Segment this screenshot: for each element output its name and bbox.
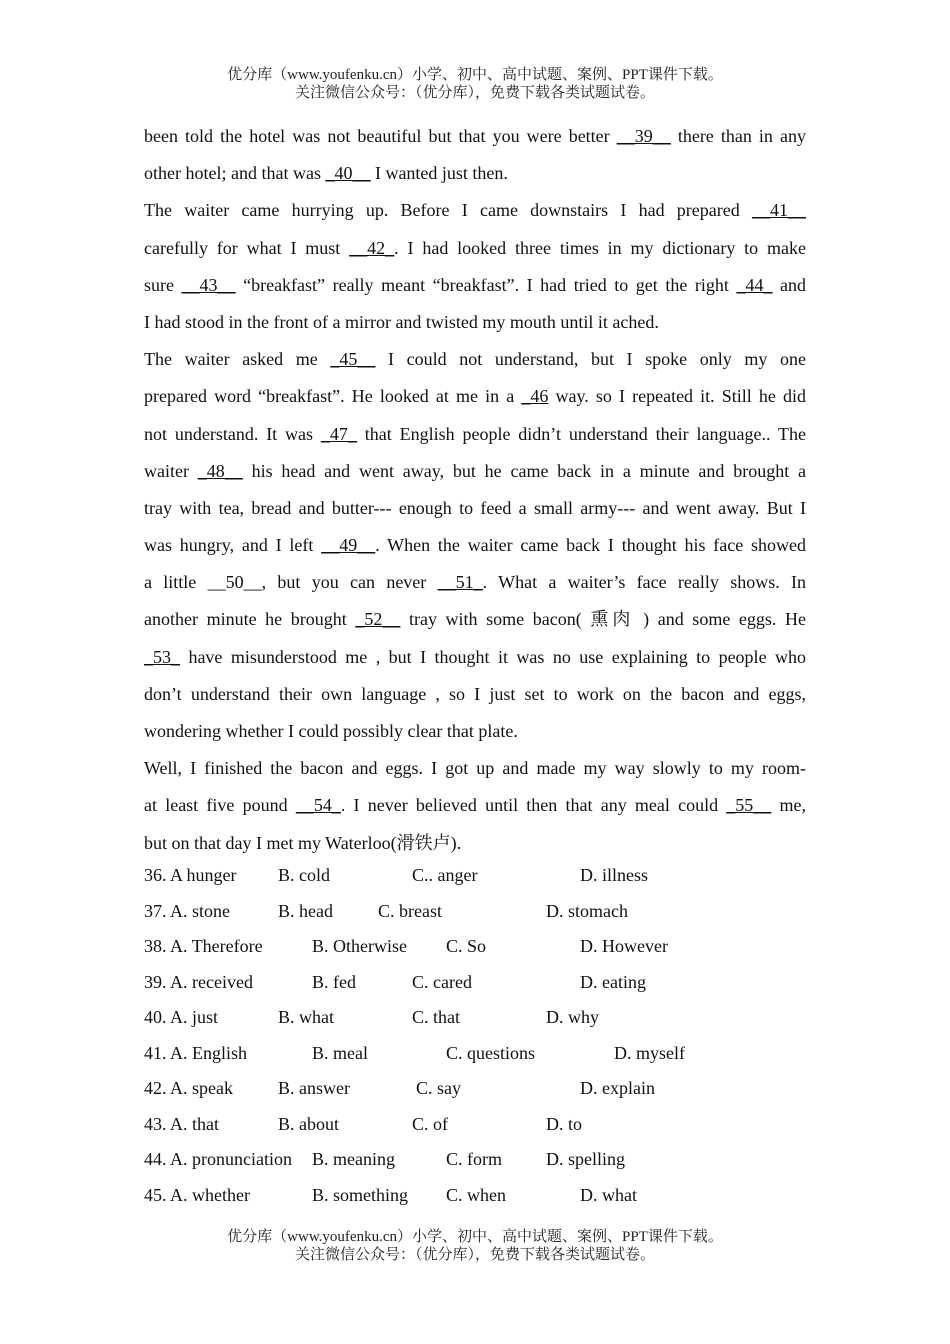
question-number: 39. [144, 971, 167, 992]
passage-text: have misunderstood me , but I thought it was no use explaining to people who [180, 646, 806, 667]
option-a: A. pronunciation [170, 1149, 292, 1169]
passage-text: but on that day I met my Waterloo(滑铁卢). [144, 832, 462, 853]
option-d: D. illness [580, 865, 649, 885]
option-b: B. answer [278, 1078, 350, 1098]
option-c: C. that [412, 1007, 460, 1027]
answer-blank: _40__ [325, 163, 371, 184]
question-row [144, 858, 806, 894]
answer-blank: _46 [521, 386, 549, 407]
passage-text: me, [771, 795, 806, 816]
question-row [144, 1107, 806, 1143]
passage-text: Well, I finished the bacon and eggs. I got up and made my way slowly to my room- [144, 758, 806, 779]
question-number-and-option-a [144, 1107, 219, 1143]
passage-text: “breakfast” really meant “breakfast”. I had tried to get the right [235, 274, 737, 295]
option-d: D. spelling [546, 1149, 625, 1169]
option-c: C. So [446, 936, 487, 956]
option-a: A. that [170, 1113, 220, 1134]
question-number-and-option-a [144, 1178, 250, 1214]
answer-blank: _48__ [197, 460, 243, 481]
answer-blank: _52__ [355, 609, 401, 630]
passage-text: wondering whether I could possibly clear that plate. [144, 721, 518, 741]
option-d: D. to [546, 1113, 582, 1134]
passage-text: sure [144, 274, 182, 295]
passage-text: I had stood in the front of a mirror and twisted my mouth until it ached. [144, 311, 659, 332]
option-a: A. just [170, 1007, 219, 1027]
passage-line [144, 155, 806, 192]
passage-line [144, 564, 806, 601]
option-d: D. eating [580, 971, 646, 992]
question-number: 44. [144, 1149, 167, 1169]
passage-line [144, 453, 806, 490]
option-a: A. stone [170, 900, 231, 921]
question-options [144, 858, 806, 1213]
passage-text: and [772, 274, 806, 295]
question-row [144, 929, 806, 965]
passage-line [144, 230, 806, 267]
passage-line [144, 341, 806, 378]
option-c: C. when [446, 1184, 506, 1205]
question-row [144, 894, 806, 930]
passage-text: that English people didn’t understand their language.. The [356, 423, 806, 444]
question-number-and-option-a [144, 1036, 247, 1072]
option-d: D. However [580, 936, 668, 956]
option-b: B. head [278, 900, 333, 921]
answer-blank: __42_ [349, 237, 395, 258]
option-a: A. speak [170, 1078, 233, 1098]
passage-line [144, 378, 806, 415]
cloze-passage [144, 118, 806, 862]
question-number-and-option-a [144, 1071, 233, 1107]
answer-blank: __43__ [181, 274, 236, 295]
passage-text: . I had looked three times in my dictionary to make [394, 237, 806, 258]
question-number-and-option-a [144, 894, 230, 930]
passage-line [144, 267, 806, 304]
passage-text: prepared word “breakfast”. He looked at me in a [144, 386, 522, 407]
passage-text: not understand. It was [144, 423, 321, 444]
answer-blank: __49__ [321, 535, 376, 556]
header-line-2: 关注微信公众号：（优分库），免费下载各类试题试卷。 [294, 85, 655, 101]
option-c: C. say [416, 1078, 461, 1098]
option-c: C. of [412, 1113, 448, 1134]
question-row [144, 1178, 806, 1214]
passage-text: a little __50__, but you can never [144, 572, 438, 593]
passage-line [144, 416, 806, 453]
header-line-1: 优分库（www.youfenku.cn）小学、初中、高中试题、案例、PPT课件下载。 [227, 67, 723, 83]
question-number: 40. [144, 1007, 167, 1027]
passage-text: another minute he brought [144, 609, 356, 630]
passage-line [144, 639, 806, 676]
passage-text: The waiter came hurrying up. Before I came downstairs I had prepared [144, 200, 752, 221]
option-b: B. meal [312, 1042, 368, 1063]
passage-line [144, 825, 806, 862]
option-a: A. Therefore [170, 936, 263, 956]
option-c: C. questions [446, 1042, 536, 1063]
passage-text: I wanted just then. [370, 163, 508, 184]
option-d: D. what [580, 1184, 637, 1205]
option-d: D. myself [614, 1042, 685, 1063]
passage-text: don’t understand their own language , so I just set to work on the bacon and eggs, [144, 683, 806, 704]
passage-line [144, 490, 806, 527]
question-row [144, 1000, 806, 1036]
passage-line [144, 527, 806, 564]
option-b: B. Otherwise [312, 936, 407, 956]
question-number: 45. [144, 1184, 167, 1205]
question-number-and-option-a [144, 1142, 292, 1178]
question-number: 36. [144, 865, 167, 885]
footer-line-2: 关注微信公众号：（优分库），免费下载各类试题试卷。 [294, 1247, 655, 1263]
question-row [144, 1071, 806, 1107]
passage-text: waiter [144, 460, 198, 481]
passage-text: way. so I repeated it. Still he did [548, 386, 806, 407]
passage-text: was hungry, and I left [144, 535, 322, 556]
option-d: D. why [546, 1007, 599, 1027]
option-b: B. fed [312, 971, 356, 992]
question-number-and-option-a [144, 965, 253, 1001]
passage-line [144, 118, 806, 155]
option-d: D. stomach [546, 900, 628, 921]
answer-blank: __39__ [616, 126, 671, 146]
page-footer [0, 1228, 950, 1264]
passage-line [144, 750, 806, 787]
answer-blank: _45__ [330, 349, 376, 370]
footer-line-1: 优分库（www.youfenku.cn）小学、初中、高中试题、案例、PPT课件下载。 [227, 1229, 723, 1245]
passage-line [144, 601, 806, 638]
question-number: 41. [144, 1042, 167, 1063]
answer-blank: _55__ [726, 795, 772, 816]
passage-text: . I never believed until then that any meal could [340, 795, 727, 816]
question-number-and-option-a [144, 1000, 218, 1036]
passage-text: . When the waiter came back I thought his face showed [375, 535, 806, 556]
option-b: B. something [312, 1184, 409, 1205]
passage-text: tray with some bacon( 熏肉 ) and some eggs. He [400, 609, 806, 630]
option-b: B. meaning [312, 1149, 395, 1169]
answer-blank: __41__ [752, 200, 806, 221]
passage-line [144, 676, 806, 713]
answer-blank: __51_ [437, 572, 483, 593]
passage-text: I could not understand, but I spoke only my one [375, 349, 806, 370]
option-a: A hunger [170, 865, 237, 885]
option-a: A. English [170, 1042, 248, 1063]
question-number: 38. [144, 936, 167, 956]
passage-line [144, 713, 806, 750]
question-number: 43. [144, 1113, 167, 1134]
passage-line [144, 304, 806, 341]
option-a: A. whether [170, 1184, 250, 1205]
question-number: 42. [144, 1078, 167, 1098]
passage-text: been told the hotel was not beautiful but that you were better [144, 126, 617, 146]
page-header [0, 66, 950, 102]
question-row [144, 1036, 806, 1072]
answer-blank: _53_ [144, 646, 180, 667]
option-c: C.. anger [412, 865, 478, 885]
question-number-and-option-a [144, 858, 237, 894]
option-b: B. about [278, 1113, 339, 1134]
passage-text: The waiter asked me [144, 349, 331, 370]
passage-line [144, 192, 806, 229]
question-number-and-option-a [144, 929, 263, 965]
option-b: B. what [278, 1007, 334, 1027]
option-b: B. cold [278, 865, 330, 885]
passage-text: . What a waiter’s face really shows. In [482, 572, 806, 593]
passage-text: tray with tea, bread and butter--- enough to feed a small army--- and went away. But I [144, 497, 806, 518]
passage-text: at least five pound [144, 795, 296, 816]
option-a: A. received [170, 971, 253, 992]
passage-text: carefully for what I must [144, 237, 350, 258]
passage-text: his head and went away, but he came back in a minute and brought a [242, 460, 806, 481]
answer-blank: _47_ [320, 423, 357, 444]
option-c: C. form [446, 1149, 502, 1169]
question-row [144, 1142, 806, 1178]
question-number: 37. [144, 900, 167, 921]
option-c: C. cared [412, 971, 472, 992]
question-row [144, 965, 806, 1001]
option-c: C. breast [378, 900, 442, 921]
option-d: D. explain [580, 1078, 655, 1098]
passage-line [144, 787, 806, 824]
answer-blank: _44_ [736, 274, 773, 295]
passage-text: there than in any [670, 126, 806, 146]
answer-blank: __54_ [295, 795, 341, 816]
passage-text: other hotel; and that was [144, 163, 326, 184]
